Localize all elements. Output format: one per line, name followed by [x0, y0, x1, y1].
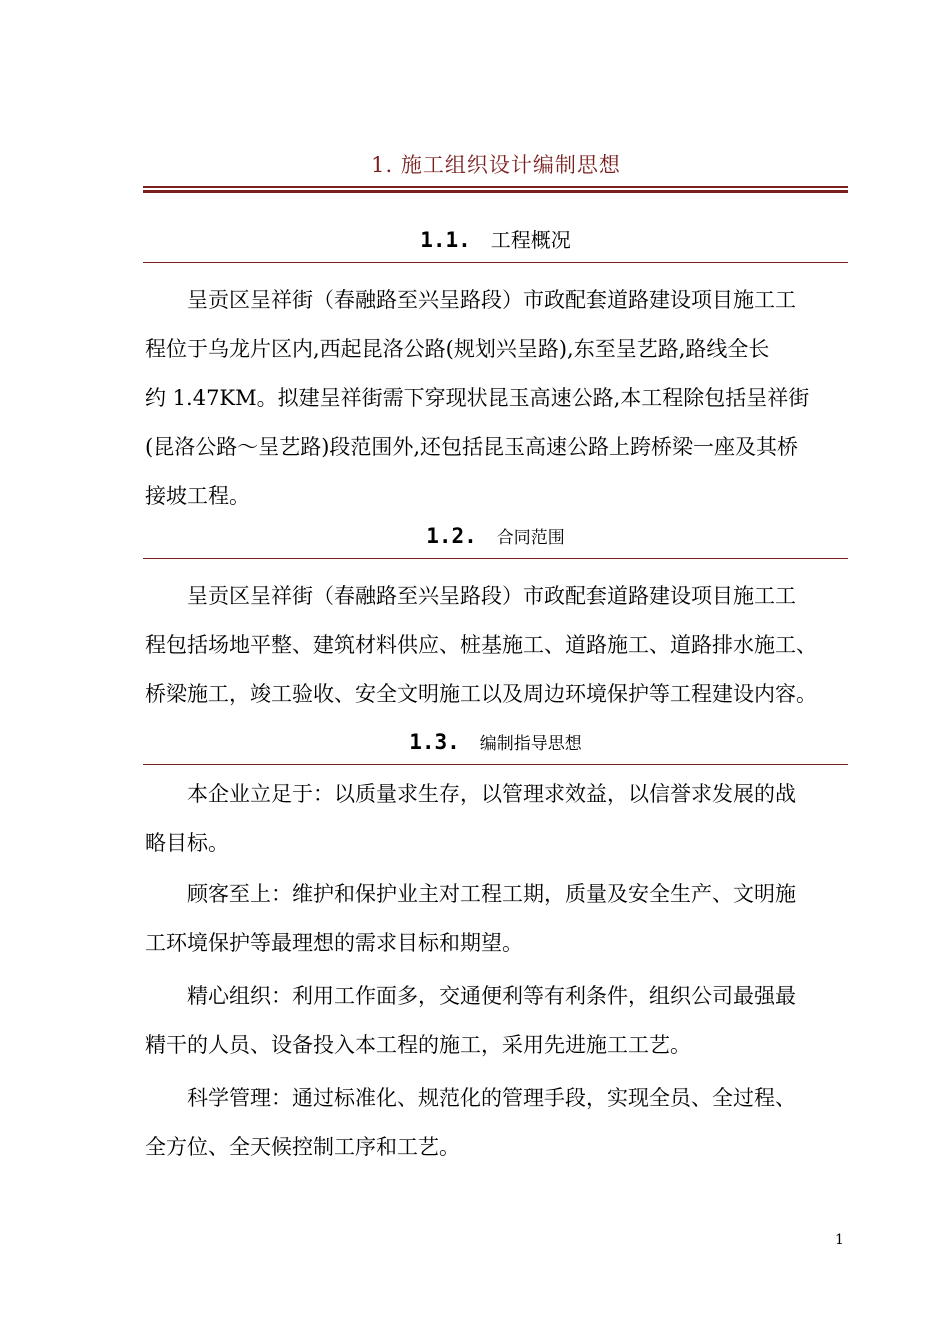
section-number: 1.1.	[420, 228, 471, 252]
paragraph-line: 程包括场地平整、建筑材料供应、桩基施工、道路施工、道路排水施工、	[145, 633, 817, 657]
paragraph-guiding-principle-4	[145, 1074, 847, 1172]
rule-thick	[143, 190, 848, 193]
paragraph-line: 全方位、全天候控制工序和工艺。	[145, 1135, 460, 1159]
chapter-title-double-rule	[143, 186, 848, 194]
paragraph-line: 精心组织：利用工作面多，交通便利等有利条件，组织公司最强最	[187, 984, 796, 1008]
paragraph-line: 本企业立足于：以质量求生存，以管理求效益，以信誉求发展的战	[187, 782, 796, 806]
section-divider	[143, 558, 848, 559]
paragraph-line: 约 1.47KM。拟建呈祥街需下穿现状昆玉高速公路,本工程除包括呈祥街	[145, 386, 810, 410]
paragraph-line: 接坡工程。	[145, 484, 250, 508]
paragraph-guiding-principle-2	[145, 870, 847, 968]
paragraph-project-overview	[145, 276, 847, 521]
section-title: 合同范围	[496, 528, 565, 548]
section-heading-1-3	[143, 727, 848, 759]
paragraph-line: 略目标。	[145, 831, 229, 855]
section-heading-1-2	[143, 521, 848, 553]
paragraph-line: 桥梁施工，竣工验收、安全文明施工以及周边环境保护等工程建设内容。	[145, 682, 817, 706]
paragraph-line: 呈贡区呈祥街（春融路至兴呈路段）市政配套道路建设项目施工工	[187, 584, 796, 608]
paragraph-guiding-principle-1	[145, 770, 847, 868]
paragraph-line: 精干的人员、设备投入本工程的施工，采用先进施工工艺。	[145, 1033, 691, 1057]
chapter-title: 1. 施工组织设计编制思想	[371, 153, 621, 177]
section-number: 1.3.	[409, 730, 460, 754]
section-divider	[143, 262, 848, 263]
paragraph-contract-scope	[145, 572, 847, 719]
section-heading-1-1	[143, 225, 848, 257]
paragraph-line: 工环境保护等最理想的需求目标和期望。	[145, 931, 523, 955]
paragraph-line: (昆洛公路～呈艺路)段范围外,还包括昆玉高速公路上跨桥梁一座及其桥	[145, 435, 799, 459]
section-title: 编制指导思想	[479, 734, 582, 754]
paragraph-line: 顾客至上：维护和保护业主对工程工期，质量及安全生产、文明施	[187, 882, 796, 906]
page-number: 1	[835, 1232, 844, 1248]
paragraph-guiding-principle-3	[145, 972, 847, 1070]
section-title: 工程概况	[490, 228, 571, 252]
rule-thin	[143, 186, 848, 188]
section-divider	[143, 764, 848, 765]
section-number: 1.2.	[426, 524, 477, 548]
paragraph-line: 科学管理：通过标准化、规范化的管理手段，实现全员、全过程、	[187, 1086, 796, 1110]
paragraph-line: 呈贡区呈祥街（春融路至兴呈路段）市政配套道路建设项目施工工	[187, 288, 796, 312]
paragraph-line: 程位于乌龙片区内,西起昆洛公路(规划兴呈路),东至呈艺路,路线全长	[145, 337, 770, 361]
